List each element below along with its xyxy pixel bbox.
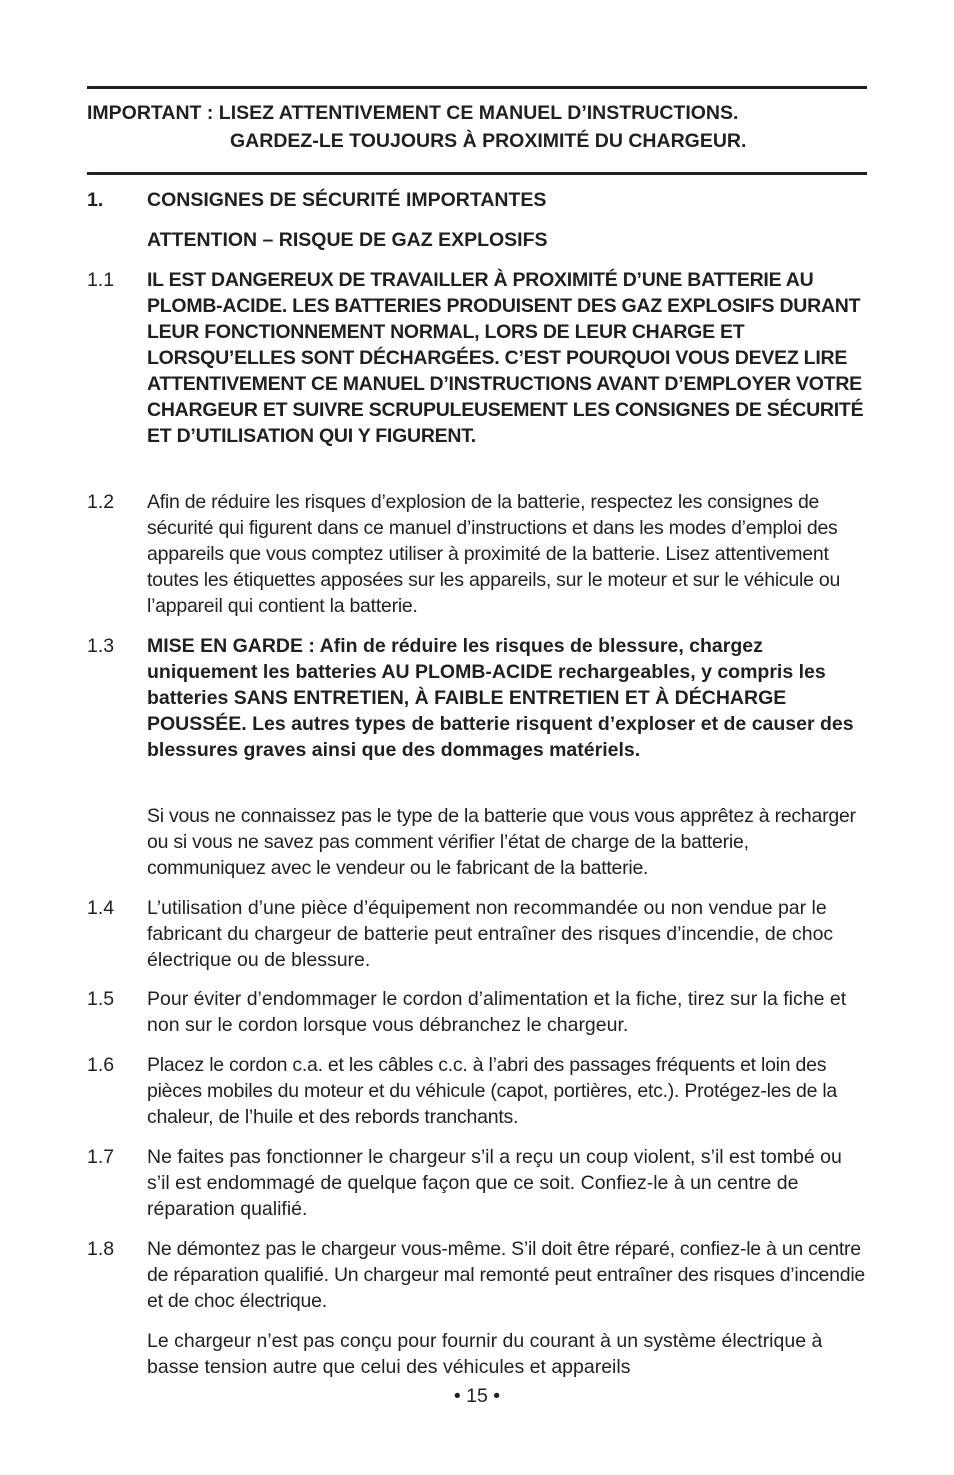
item-number: 1.4 (87, 897, 115, 919)
item-number: 1.1 (87, 269, 115, 291)
section-rule (87, 172, 867, 175)
section-number: 1. (87, 189, 104, 211)
item-text: IL EST DANGEREUX DE TRAVAILLER À PROXIMITÉ D’UNE BATTERIE AU PLOMB-ACIDE. LES BATTERIES PRODUISENT DES GAZ EXPLOSIFS DURANT LEUR FONCTIONNEMENT NORMAL, LORS DE LEUR CHARGE ET LORSQU’ELLES SONT DÉCHARGÉES. C’EST POURQUOI VOUS DEVEZ LIRE ATTENTIVEMENT CE MANUEL D’INSTRUCTIONS AVANT D’EMPLOYER VOTRE CHARGEUR ET SUIVRE SCRUPULEUSEMENT LES CONSIGNES DE SÉCURITÉ ET D’UTILISATION QUI Y FIGURENT. (147, 269, 864, 447)
item-text: Afin de réduire les risques d’explosion de la batterie, respectez les consignes de sécurité qui figurent dans ce manuel d’instructions et dans les modes d’emploi des appareils que vous comptez utiliser à proximité de la batterie. Lisez attentivement toutes les étiquettes apposées sur les appareils, sur le moteur et sur le véhicule ou l’appareil qui contient la batterie. (147, 491, 841, 617)
section-subtitle: ATTENTION – RISQUE DE GAZ EXPLOSIFS (147, 229, 548, 251)
item-number: 1.8 (87, 1238, 115, 1260)
item-number: 1.6 (87, 1054, 115, 1076)
top-rule (87, 86, 867, 89)
item-text: MISE EN GARDE : Afin de réduire les risques de blessure, chargez uniquement les batteries AU PLOMB-ACIDE rechargeables, y compris les batteries SANS ENTRETIEN, À FAIBLE ENTRETIEN ET À DÉCHARGE POUSSÉE. Les autres types de batterie risquent d’exploser et de causer des blessures graves ainsi que des dommages matériels. (147, 635, 854, 761)
important-notice (87, 99, 867, 155)
important-line-2: GARDEZ-LE TOUJOURS À PROXIMITÉ DU CHARGEUR. (230, 130, 747, 152)
item-text: Ne démontez pas le chargeur vous-même. S’il doit être réparé, confiez-le à un centre de réparation qualifié. Un chargeur mal remonté peut entraîner des risques d’incendie et de choc électrique. (147, 1238, 866, 1312)
page-number: • 15 • (453, 1385, 501, 1407)
item-note-text: Le chargeur n’est pas conçu pour fournir du courant à un système électrique à basse tension autre que celui des véhicules et appareils (147, 1330, 823, 1378)
important-line-1: IMPORTANT : LISEZ ATTENTIVEMENT CE MANUEL D’INSTRUCTIONS. (87, 102, 739, 124)
item-text: Pour éviter d’endommager le cordon d’alimentation et la fiche, tirez sur la fiche et non sur le cordon lorsque vous débranchez le chargeur. (147, 988, 847, 1036)
item-note-text: Si vous ne connaissez pas le type de la batterie que vous vous apprêtez à recharger ou si vous ne savez pas comment vérifier l’état de charge de la batterie, communiquez avec le vendeur ou le fabricant de la batterie. (147, 805, 856, 879)
item-number: 1.5 (87, 988, 115, 1010)
item-text: Ne faites pas fonctionner le chargeur s’il a reçu un coup violent, s’il est tombé ou s’il est endommagé de quelque façon que ce soit. Confiez-le à un centre de réparation qualifié. (147, 1146, 842, 1220)
item-text: L’utilisation d’une pièce d’équipement non recommandée ou non vendue par le fabricant du chargeur de batterie peut entraîner des risques d’incendie, de choc électrique ou de blessure. (147, 897, 834, 971)
section-title: CONSIGNES DE SÉCURITÉ IMPORTANTES (147, 189, 547, 211)
item-text: Placez le cordon c.a. et les câbles c.c. à l’abri des passages fréquents et loin des pièces mobiles du moteur et du véhicule (capot, portières, etc.). Protégez-les de la chaleur, de l’huile et des rebords tranchants. (147, 1054, 838, 1128)
item-number: 1.3 (87, 635, 115, 657)
item-number: 1.7 (87, 1146, 115, 1168)
item-number: 1.2 (87, 491, 115, 513)
